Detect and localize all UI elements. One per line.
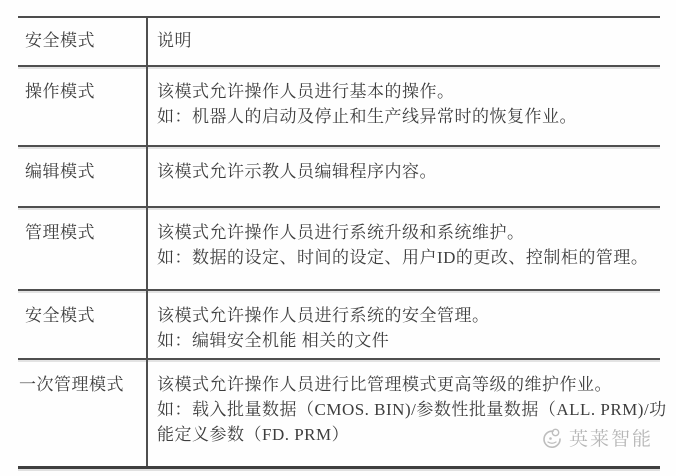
description-line: 如：机器人的启动及停止和生产线异常时的恢复作业。 xyxy=(157,107,577,126)
description-line: 该模式允许操作人员进行基本的操作。 xyxy=(157,82,455,101)
mode-cell: 一次管理模式 xyxy=(18,360,148,466)
header-description-column: 说明 xyxy=(157,31,192,50)
description-line: 如：编辑安全机能 相关的文件 xyxy=(157,331,390,350)
description-line: 能定义参数（FD. PRM） xyxy=(157,425,350,444)
description-cell xyxy=(148,147,660,206)
table-row xyxy=(18,67,660,147)
inlas-swirl-logo-icon xyxy=(540,426,564,450)
table-row xyxy=(18,208,660,291)
description-line: 如：数据的设定、时间的设定、用户ID的更改、控制柜的管理。 xyxy=(157,248,649,267)
table-row xyxy=(18,147,660,208)
description-cell xyxy=(148,208,660,289)
description-line: 该模式允许操作人员进行系统的安全管理。 xyxy=(157,306,490,325)
security-mode-table xyxy=(18,16,667,469)
description-cell xyxy=(148,291,660,358)
watermark xyxy=(540,424,653,451)
mode-cell: 编辑模式 xyxy=(18,147,148,206)
mode-cell: 操作模式 xyxy=(18,67,148,145)
table-header-row xyxy=(18,18,660,67)
description-line: 该模式允许操作人员进行系统升级和系统维护。 xyxy=(157,223,525,242)
description-line: 如：载入批量数据（CMOS. BIN)/参数性批量数据（ALL. PRM)/功 xyxy=(157,400,667,419)
table-row xyxy=(18,291,660,360)
header-mode-column: 安全模式 xyxy=(18,18,148,65)
mode-cell: 管理模式 xyxy=(18,208,148,289)
description-line: 该模式允许操作人员进行比管理模式更高等级的维护作业。 xyxy=(157,375,612,394)
watermark-text: 英莱智能 xyxy=(569,429,654,450)
description-line: 该模式允许示教人员编辑程序内容。 xyxy=(157,162,437,181)
mode-cell: 安全模式 xyxy=(18,291,148,358)
description-cell xyxy=(148,67,660,145)
